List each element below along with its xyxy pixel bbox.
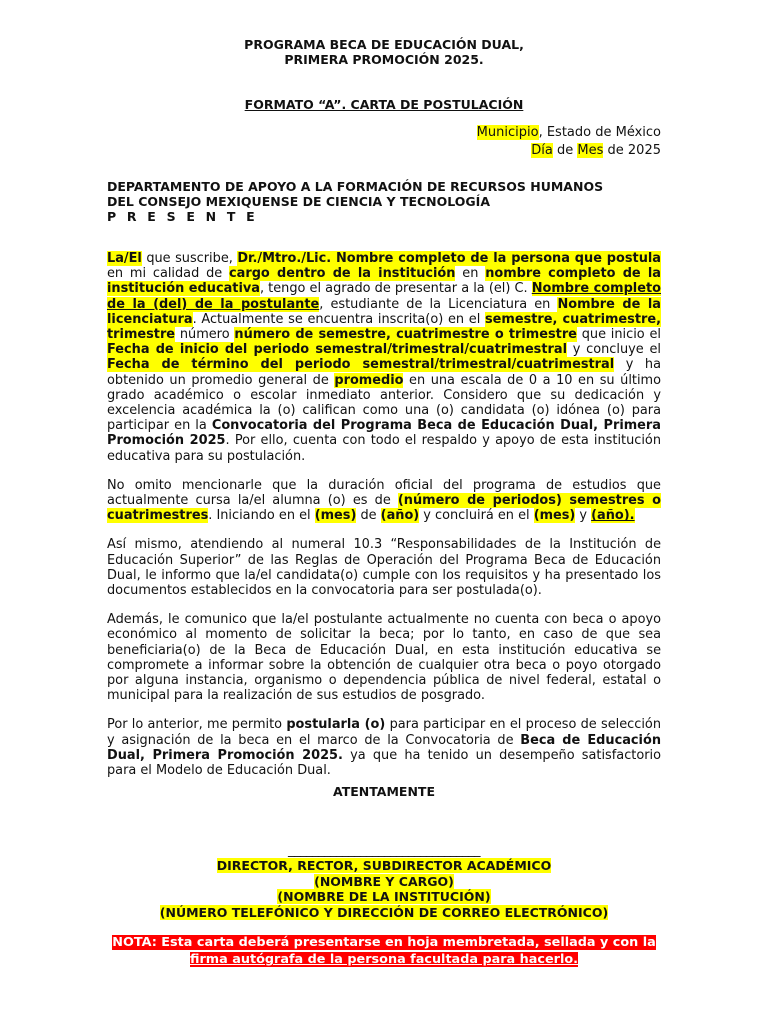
p1-segment: , tengo el agrado de presentar a la (el) C. [259, 281, 532, 297]
signer-institution: (NOMBRE DE LA INSTITUCIÓN) [277, 889, 491, 905]
place-date [107, 124, 661, 160]
date-year: de 2025 [603, 143, 661, 158]
date-connector: de [552, 143, 578, 158]
signer-name-position: (NOMBRE Y CARGO) [314, 873, 454, 889]
p5-segment: Por lo anterior, me permito [107, 717, 287, 733]
p1-segment: promedio [334, 372, 404, 388]
p1-segment: Convocatoria del Programa Beca de Educación Dual, Primera Promoción 2025 [107, 418, 661, 449]
p2-segment: y concluirá en el [419, 508, 534, 524]
p2-segment: de [356, 508, 381, 524]
place-line [107, 124, 661, 142]
p1-segment: y ha obtenido un promedio general de [107, 357, 661, 388]
date-line [107, 142, 661, 160]
p2-segment: (año) [380, 508, 420, 524]
signer-role: DIRECTOR, RECTOR, SUBDIRECTOR ACADÉMICO [216, 858, 552, 874]
p2-segment: No omito mencionarle que la duración oficial del programa de estudios que actualmente cursa la/el alumna (o) es de [107, 477, 661, 509]
p5-segment: ya que ha tenido un desempeño satisfactorio para el Modelo de Educación Dual. [107, 747, 661, 779]
paragraph-duration [107, 478, 661, 524]
p1-segment: nombre completo de la institución educativa [107, 266, 661, 297]
p1-segment: . Actualmente se encuentra inscrita(o) en el [192, 311, 485, 327]
p1-segment: que inicio el [576, 327, 661, 343]
p1-segment: Nombre completo de la (del) de la postulante [107, 281, 661, 312]
p2-segment: (número de periodos) semestres o cuatrimestres [107, 493, 661, 524]
format-title: FORMATO “A”. CARTA DE POSTULACIÓN [244, 97, 524, 112]
program-title-line1: PROGRAMA BECA DE EDUCACIÓN DUAL, [244, 37, 524, 52]
program-title-line2: PRIMERA PROMOCIÓN 2025. [284, 52, 484, 67]
p1-segment: y concluye el [567, 342, 661, 358]
p2-segment: (mes) [314, 508, 357, 524]
recipient-block [107, 179, 661, 224]
recipient-line1: DEPARTAMENTO DE APOYO A LA FORMACIÓN DE RECURSOS HUMANOS [107, 179, 604, 194]
paragraph-nomination [107, 717, 661, 778]
estado-text: , Estado de México [538, 125, 661, 140]
p5-segment: postularla (o) [286, 717, 386, 733]
program-title [107, 37, 661, 67]
signature-line: ________________________________ [288, 843, 480, 859]
p1-segment: Fecha de término del periodo semestral/trimestral/cuatrimestral [107, 357, 615, 373]
mes-placeholder: Mes [577, 143, 604, 158]
paragraph-no-other-scholarship: Además, le comunico que la/el postulante actualmente no cuenta con beca o apoyo económico al momento de solicitar la beca; por lo tanto, en caso de que sea beneficiaria(o) de la Beca de Educación Dual, en esta institución educativa se compromete a informar sobre la obtención de cualquier otra beca o poyo otorgado por alguna instancia, organismo o dependencia pública de nivel federal, estatal o municipal para la realización de sus estudios de posgrado. [107, 612, 661, 704]
p1-segment: Nombre de la licenciatura [107, 296, 662, 327]
p1-segment: Dr./Mtro./Lic. Nombre completo de la persona que postula [237, 251, 661, 266]
note-block [107, 934, 661, 968]
signer-contact: (NÚMERO TELEFÓNICO Y DIRECCIÓN DE CORREO ELECTRÓNICO) [159, 904, 609, 920]
p1-segment: en una escala de 0 a 10 en su último grado académico o escolar inmediato anterior. Considero que su dedicación y excelencia académica la (o) califican como una (o) candidata (o) idónea (o) para participar en la [107, 372, 661, 434]
p1-segment: en [455, 266, 486, 282]
paragraph-requirements: Así mismo, atendiendo al numeral 10.3 “Responsabilidades de la Institución de Educación Superior” de las Reglas de Operación del Programa Beca de Educación Dual, le informo que la/el candidata(o) cumple con los requisitos y ha presentado los documentos establecidos en la convocatoria para ser postulada(o). [107, 537, 661, 599]
signature-block [107, 858, 661, 920]
p1-segment: número [175, 327, 235, 343]
note-line2: firma autógrafa de la persona facultada para hacerlo. [189, 952, 579, 968]
municipio-placeholder: Municipio [476, 125, 539, 140]
p5-segment: Beca de Educación Dual, Primera Promoción 2025. [107, 732, 662, 763]
p1-segment: . Por ello, cuenta con todo el respaldo y apoyo de esta institución educativa para su postulación. [107, 433, 661, 464]
p2-segment: y [575, 508, 592, 524]
p1-segment: en mi calidad de [107, 266, 229, 282]
p1-segment: cargo dentro de la institución [229, 266, 456, 282]
p1-segment: La/El [107, 251, 142, 266]
note-line1: NOTA: Esta carta deberá presentarse en hoja membretada, sellada y con la [112, 935, 656, 951]
p1-segment: , estudiante de la Licenciatura en [319, 296, 558, 312]
dia-placeholder: Día [531, 143, 553, 158]
closing-atentamente: ATENTAMENTE [333, 784, 435, 800]
p1-segment: número de semestre, cuatrimestre o trimestre [234, 327, 577, 343]
recipient-presente: P R E S E N T E [107, 209, 258, 224]
p1-segment: semestre, cuatrimestre, trimestre [107, 311, 661, 343]
paragraph-postulation [107, 251, 661, 464]
p5-segment: para participar en el proceso de selección y asignación de la beca en el marco de la Convocatoria de [107, 717, 661, 748]
p2-segment: (año). [591, 508, 635, 524]
p1-segment: Fecha de inicio del periodo semestral/trimestral/cuatrimestral [107, 342, 567, 358]
p2-segment: . Iniciando en el [208, 508, 315, 524]
p1-segment: que suscribe, [141, 251, 238, 266]
recipient-line2: DEL CONSEJO MEXIQUENSE DE CIENCIA Y TECNOLOGÍA [107, 194, 491, 209]
letter-page [107, 37, 661, 968]
p2-segment: (mes) [533, 508, 576, 524]
